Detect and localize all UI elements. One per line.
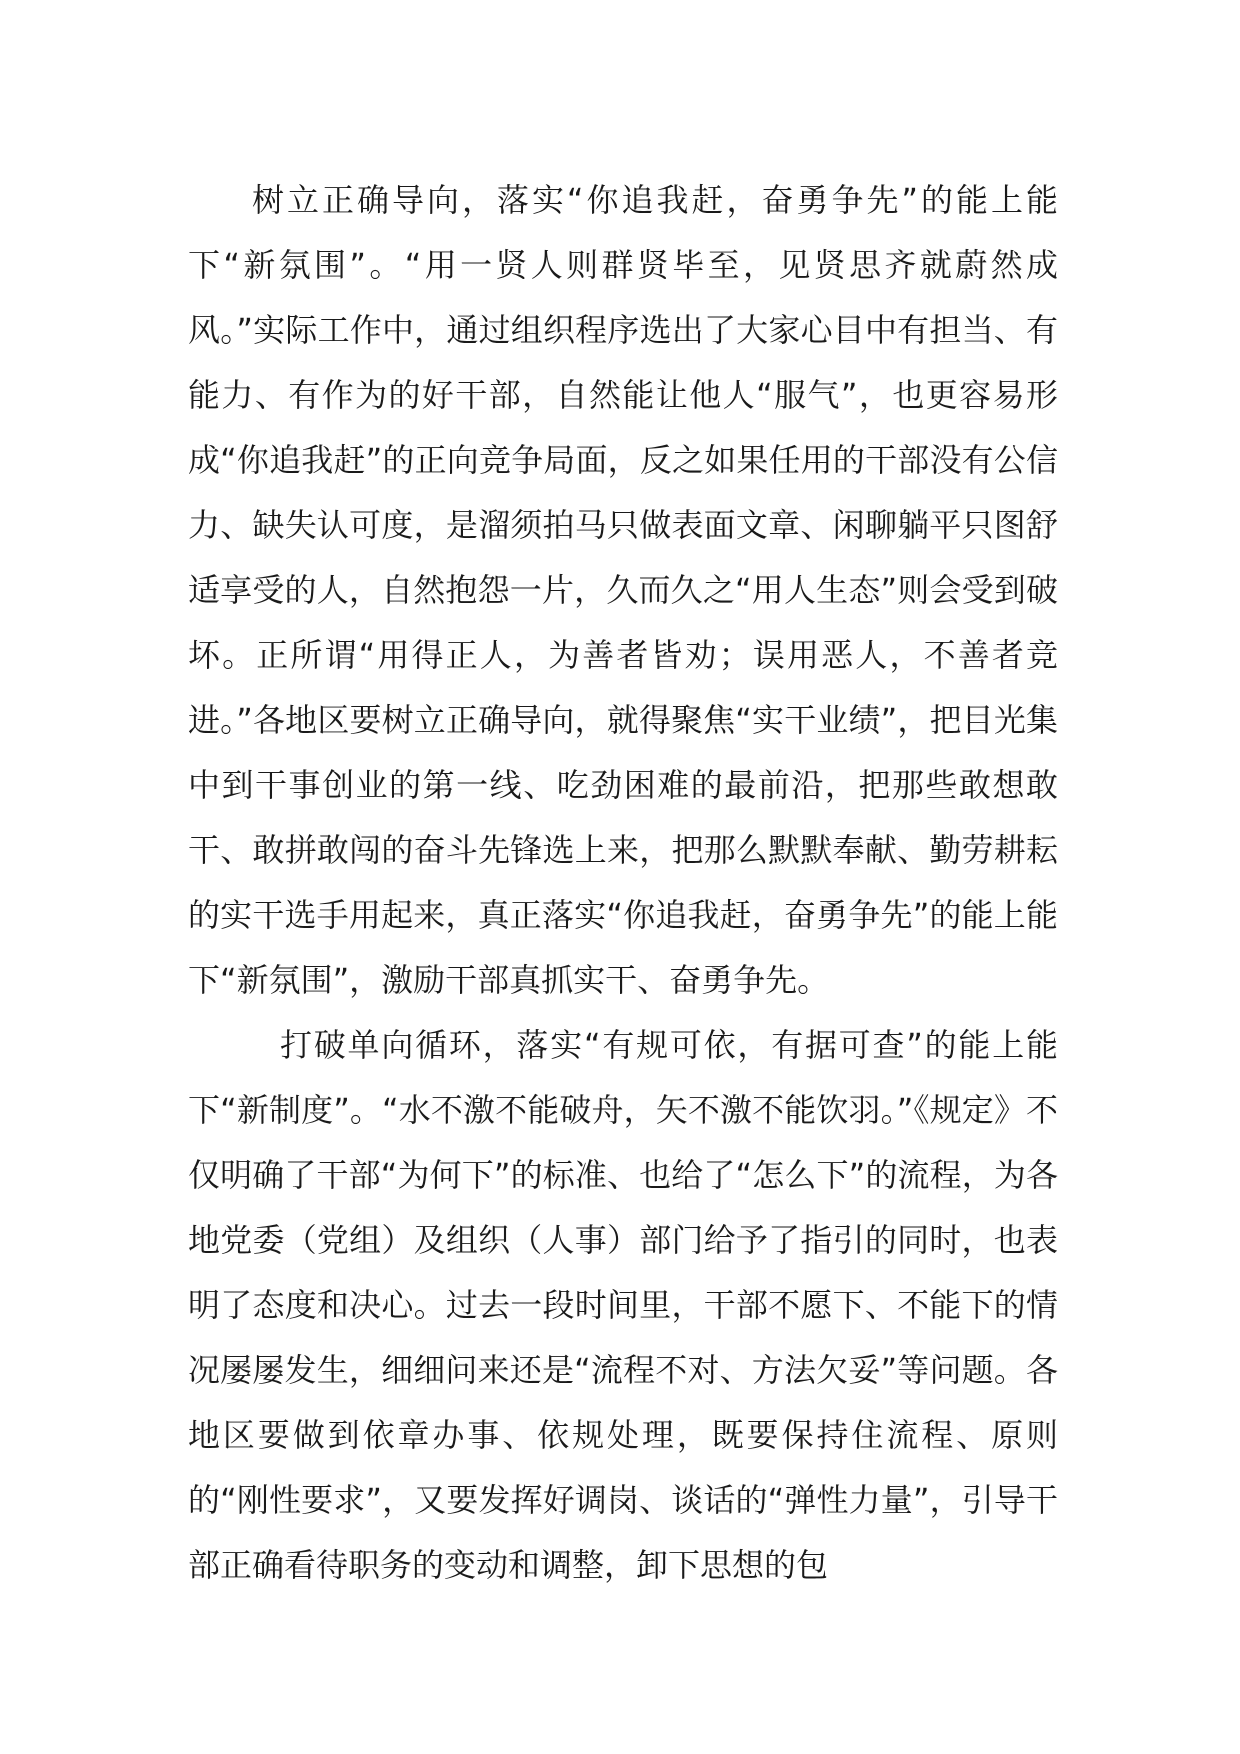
paragraph-2: 打破单向循环，落实“有规可依，有据可查”的能上能下“新制度”。“水不激不能破舟，矢不激不能饮羽。”《规定》不仅明确了干部“为何下”的标准、也给了“怎么下”的流程，为各地党委（党组）及组织（人事）部门给予了指引的同时，也表明了态度和决心。过去一段时间里，干部不愿下、不能下的情况屡屡发生，细细问来还是“流程不对、方法欠妥”等问题。各地区要做到依章办事、依规处理，既要保持住流程、原则的“刚性要求”，又要发挥好调岗、谈话的“弹性力量”，引导干部正确看待职务的变动和调整，卸下思想的包	[188, 1026, 1058, 1584]
body-text	[188, 168, 1058, 1598]
paragraph-1: 树立正确导向，落实“你追我赶，奋勇争先”的能上能下“新氛围”。“用一贤人则群贤毕至，见贤思齐就蔚然成风。”实际工作中，通过组织程序选出了大家心目中有担当、有能力、有作为的好干部，自然能让他人“服气”，也更容易形成“你追我赶”的正向竞争局面，反之如果任用的干部没有公信力、缺失认可度，是溜须拍马只做表面文章、闲聊躺平只图舒适享受的人，自然抱怨一片，久而久之“用人生态”则会受到破坏。正所谓“用得正人，为善者皆劝；误用恶人，不善者竞进。”各地区要树立正确导向，就得聚焦“实干业绩”，把目光集中到干事创业的第一线、吃劲困难的最前沿，把那些敢想敢干、敢拼敢闯的奋斗先锋选上来，把那么默默奉献、勤劳耕耘的实干选手用起来，真正落实“你追我赶，奋勇争先”的能上能下“新氛围”，激励干部真抓实干、奋勇争先。	[188, 181, 1058, 999]
